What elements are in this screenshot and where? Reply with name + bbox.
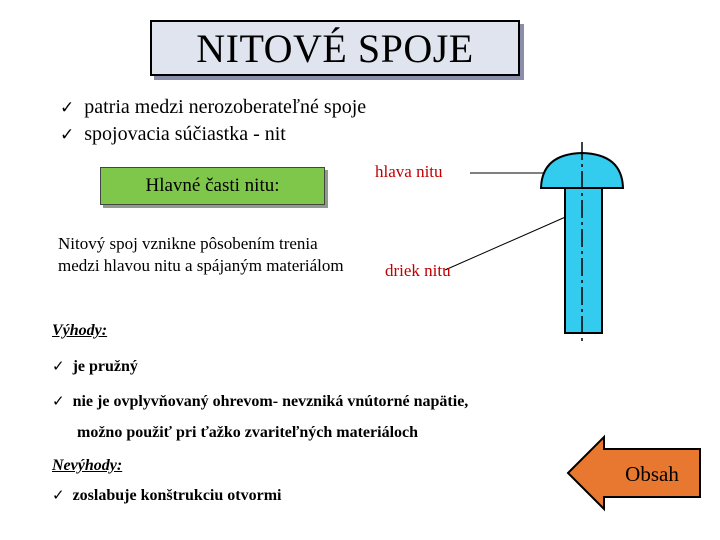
check-icon: ✓	[52, 357, 65, 375]
description-paragraph: Nitový spoj vznikne pôsobením trenia medzi hlavou nitu a spájaným materiálom	[58, 234, 344, 275]
advantages-heading: Výhody:	[52, 322, 108, 339]
obsah-label: Obsah	[625, 462, 679, 486]
advantage-item	[52, 357, 138, 376]
advantage-text: nie je ovplyvňovaný ohrevom- nevzniká vnútorné napätie,	[72, 393, 469, 410]
bullet-text: spojovacia súčiastka - nit	[84, 123, 286, 145]
shank-leader-line	[445, 215, 570, 270]
parts-box-label: Hlavné časti nitu:	[145, 175, 280, 196]
disadvantage-item	[52, 486, 281, 505]
head-label: hlava nitu	[375, 162, 443, 181]
advantage-item	[52, 392, 468, 411]
obsah-button[interactable]	[566, 433, 704, 513]
shank-label: driek nitu	[385, 261, 451, 280]
page-title: NITOVÉ SPOJE	[196, 25, 474, 71]
check-icon: ✓	[60, 98, 75, 118]
advantage-text: je pružný	[72, 358, 138, 375]
disadvantage-text: zoslabuje konštrukciu otvormi	[72, 487, 282, 504]
check-icon: ✓	[52, 392, 65, 410]
advantage-continuation: možno použiť pri ťažko zvariteľných materiáloch	[77, 424, 419, 441]
rivet-shank	[565, 188, 602, 333]
check-icon: ✓	[52, 486, 65, 504]
check-icon: ✓	[60, 125, 75, 145]
disadvantages-heading: Nevýhody:	[52, 457, 123, 474]
bullet-text: patria medzi nerozoberateľné spoje	[84, 96, 367, 118]
